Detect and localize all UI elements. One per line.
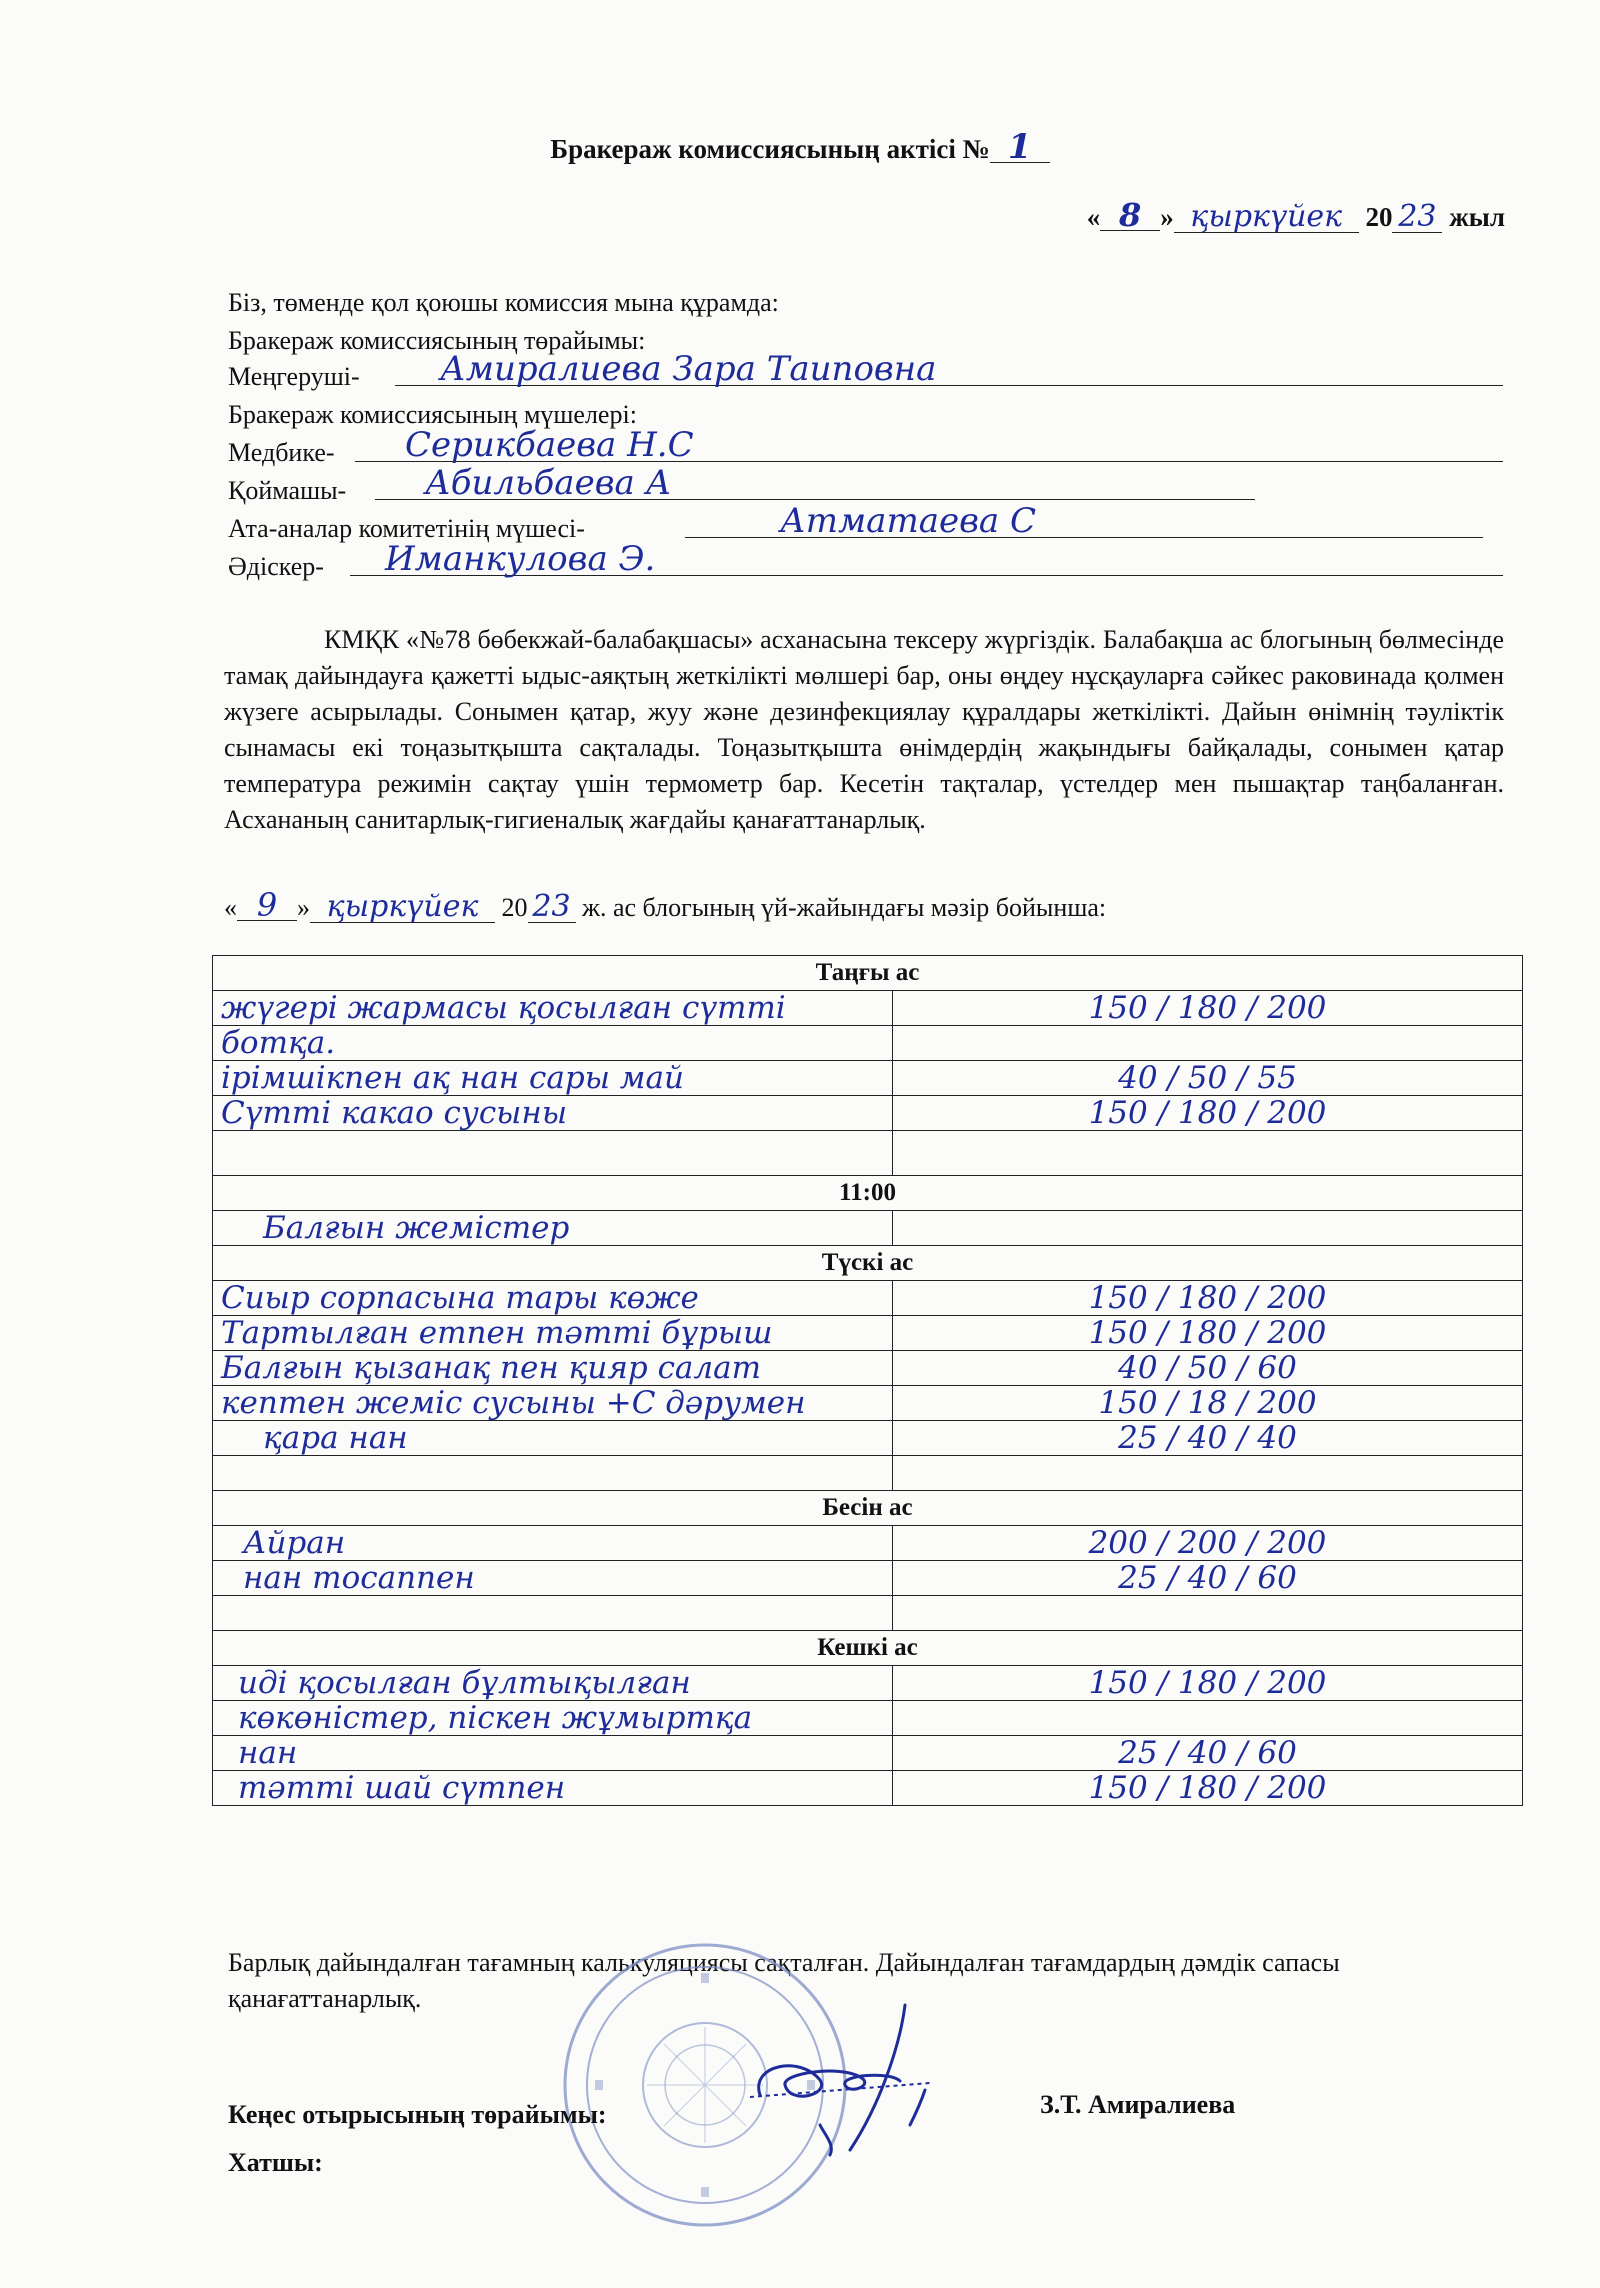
inspection-paragraph: КМҚК «№78 бөбекжай-балабақшасы» асханасына тексеру жүргіздік. Балабақша ас блогының бөлмесінде тамақ дайындауға қажетті ыдыс-аяқтың жеткілікті мөлшері бар, оны өңдеу нұсқауларға сәйкес раковинада қолмен жүзеге асырылады. Сонымен қатар, жуу және дезинфекциялау құралдары жеткілікті. Дайын өнімнің тәуліктік сынамасы екі тоңазытқышта сақталады. Тоңазытқышта өнімдердің жақындығы байқалады, сонымен қатар температура режимін сақтау үшін термометр бар. Кесетін тақталар, үстелдер мен пышақтар таңбаланған. Асхананың санитарлық-гигиеналық жағдайы қанағаттанарлық. xyxy=(224,625,1504,834)
table-row xyxy=(213,1421,1523,1456)
afternoon-heading: Бесін ас xyxy=(213,1491,1523,1526)
dish-cell: тәтті шай сүтпен xyxy=(213,1771,893,1806)
table-row xyxy=(213,1096,1523,1131)
document-title xyxy=(0,127,1600,167)
table-row xyxy=(213,1281,1523,1316)
dish-cell: Сүтті какао сусыны xyxy=(213,1096,893,1131)
act-date-month: қыркүйек xyxy=(1174,202,1359,233)
dish-cell: қара нан xyxy=(213,1421,893,1456)
nurse-name: Серикбаева Н.С xyxy=(355,430,1503,462)
table-row xyxy=(213,991,1523,1026)
dinner-heading: Кешкі ас xyxy=(213,1631,1523,1666)
portion-cell: 150 / 180 / 200 xyxy=(893,1281,1523,1316)
act-date-year: 23 xyxy=(1392,202,1442,233)
menu-date-year: 23 xyxy=(528,892,576,923)
breakfast-heading: Таңғы ас xyxy=(213,956,1523,991)
portion-cell: 40 / 50 / 55 xyxy=(893,1061,1523,1096)
menu-date-month: қыркүйек xyxy=(310,892,495,923)
dish-cell: ірімшікпен ақ нан сары май xyxy=(213,1061,893,1096)
secretary-label: Хатшы: xyxy=(228,2148,323,2177)
dish-cell: Айран xyxy=(213,1526,893,1561)
portion-cell: 150 / 180 / 200 xyxy=(893,991,1523,1026)
portion-cell xyxy=(893,1701,1523,1736)
table-row xyxy=(213,1456,1523,1491)
portion-cell xyxy=(893,1026,1523,1061)
head-label: Меңгеруші- xyxy=(228,362,360,391)
dish-cell: көкөністер, піскен жұмыртқа xyxy=(213,1701,893,1736)
storekeeper-label: Қоймашы- xyxy=(228,476,347,505)
chair-heading: Бракераж комиссиясының төрайымы: xyxy=(228,326,646,355)
portion-cell: 25 / 40 / 60 xyxy=(893,1736,1523,1771)
portion-cell: 40 / 50 / 60 xyxy=(893,1351,1523,1386)
table-row xyxy=(213,1771,1523,1806)
head-name: Амиралиева Зара Таиповна xyxy=(395,354,1503,386)
portion-cell: 150 / 180 / 200 xyxy=(893,1096,1523,1131)
portion-cell xyxy=(893,1456,1523,1491)
menu-date-line: « 9 » қыркүйек 20 23 ж. ас блогының үй-жайындағы мәзір бойынша: xyxy=(224,886,1107,924)
dish-cell: ботқа. xyxy=(213,1026,893,1061)
table-row xyxy=(213,1061,1523,1096)
table-row xyxy=(213,1701,1523,1736)
dish-cell: Балғын қызанақ пен қияр салат xyxy=(213,1351,893,1386)
chair-signature-label: Кеңес отырысының төрайымы: xyxy=(228,2100,607,2129)
dish-cell: Тартылған етпен тәтті бұрыш xyxy=(213,1316,893,1351)
table-row xyxy=(213,1526,1523,1561)
menu-date-day: 9 xyxy=(237,890,297,921)
chair-signature-name: З.Т. Амиралиева xyxy=(1040,2090,1236,2119)
nurse-label: Медбике- xyxy=(228,438,335,467)
portion-cell: 25 / 40 / 60 xyxy=(893,1561,1523,1596)
portion-cell: 25 / 40 / 40 xyxy=(893,1421,1523,1456)
table-row xyxy=(213,1736,1523,1771)
menu-table xyxy=(212,955,1523,1806)
table-row xyxy=(213,1211,1523,1246)
methodist-label: Әдіскер- xyxy=(228,552,324,581)
portion-cell: 150 / 180 / 200 xyxy=(893,1316,1523,1351)
methodist-name: Иманкулова Э. xyxy=(350,544,1503,576)
members-heading: Бракераж комиссиясының мүшелері: xyxy=(228,400,637,429)
parent-name: Атматаева С xyxy=(685,506,1483,538)
storekeeper-name: Абильбаева А xyxy=(375,468,1255,500)
signature-icon xyxy=(730,1985,960,2165)
table-row xyxy=(213,1561,1523,1596)
dish-cell: жүгері жармасы қосылған сүтті xyxy=(213,991,893,1026)
dish-cell: Балғын жемістер xyxy=(213,1211,893,1246)
table-row xyxy=(213,1596,1523,1631)
dish-cell: кептен жеміс сусыны +С дәрумен xyxy=(213,1386,893,1421)
table-row xyxy=(213,1666,1523,1701)
snack-heading: 11:00 xyxy=(213,1176,1523,1211)
portion-cell: 150 / 180 / 200 xyxy=(893,1771,1523,1806)
act-date-day: 8 xyxy=(1100,200,1160,231)
table-row xyxy=(213,1351,1523,1386)
portion-cell: 200 / 200 / 200 xyxy=(893,1526,1523,1561)
portion-cell xyxy=(893,1596,1523,1631)
dish-cell xyxy=(213,1456,893,1491)
title-text: Бракераж комиссиясының актісі № xyxy=(550,134,990,164)
parent-label: Ата-аналар комитетінің мүшесі- xyxy=(228,514,585,543)
dish-cell xyxy=(213,1596,893,1631)
closing-text: Барлық дайындалған тағамның калькуляциясы сақталған. Дайындалған тағамдардың дәмдік сапасы қанағаттанарлық. xyxy=(228,1948,1340,2013)
act-number: 1 xyxy=(990,132,1050,163)
table-row xyxy=(213,1026,1523,1061)
dish-cell: нан тосаппен xyxy=(213,1561,893,1596)
table-row xyxy=(213,1131,1523,1176)
table-row xyxy=(213,1316,1523,1351)
dish-cell: нан xyxy=(213,1736,893,1771)
dish-cell: Сиыр сорпасына тары көже xyxy=(213,1281,893,1316)
intro-text: Біз, төменде қол қоюшы комиссия мына құрамда: xyxy=(228,288,779,317)
portion-cell xyxy=(893,1211,1523,1246)
portion-cell: 150 / 180 / 200 xyxy=(893,1666,1523,1701)
table-row xyxy=(213,1386,1523,1421)
portion-cell: 150 / 18 / 200 xyxy=(893,1386,1523,1421)
act-date: « 8 » қыркүйек 20 23 жыл xyxy=(1086,196,1505,234)
lunch-heading: Түскі ас xyxy=(213,1246,1523,1281)
dish-cell: иді қосылған бұлтықылған xyxy=(213,1666,893,1701)
